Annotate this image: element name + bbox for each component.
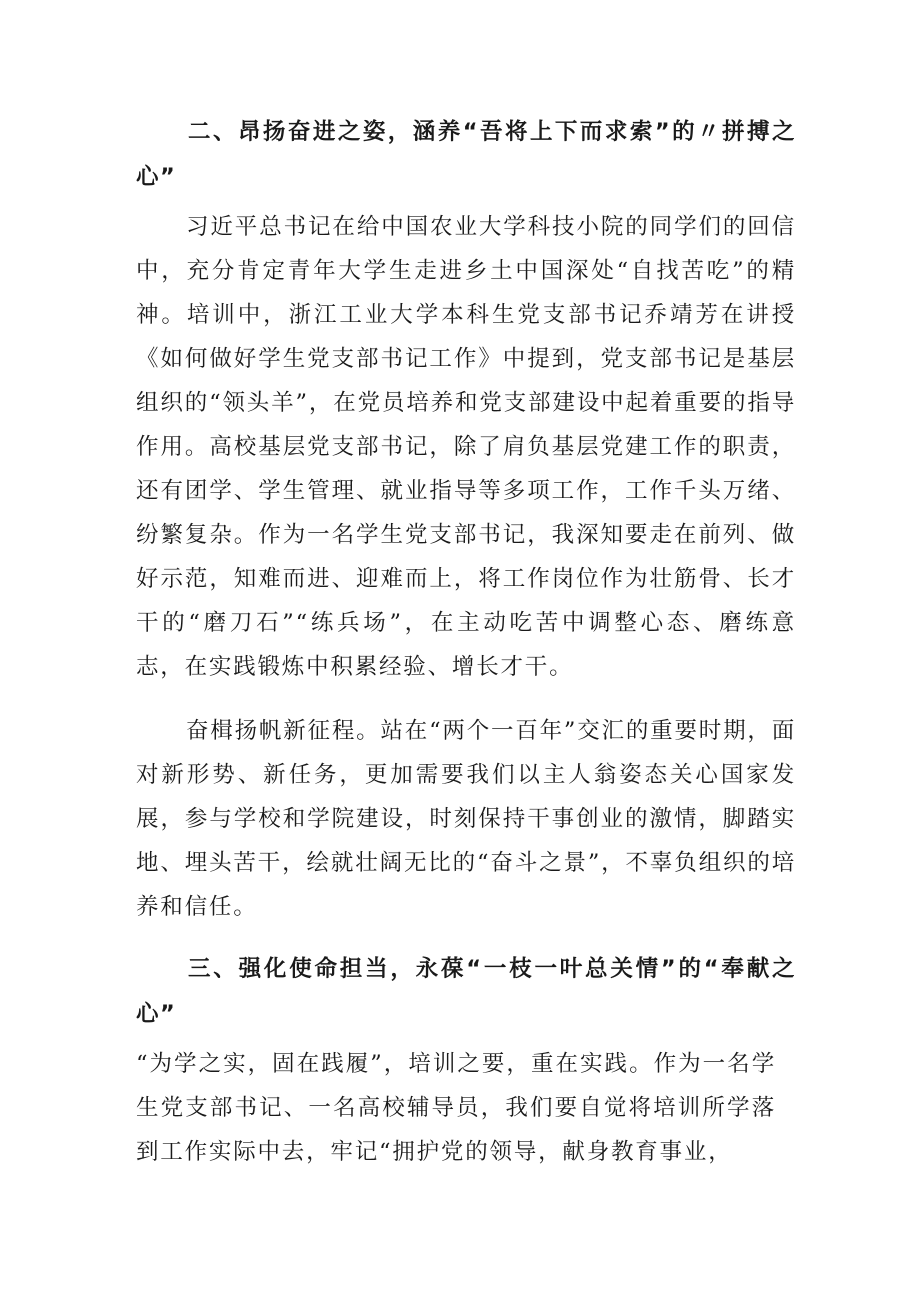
section-two-heading: 二、昂扬奋进之姿，涵养“吾将上下而求索”的〃拼搏之心” <box>136 119 796 190</box>
section-three-paragraph-1: “为学之实，固在践履”，培训之要，重在实践。作为一名学生党支部书记、一名高校辅导员，我们要自觉将培训所学落到工作实际中去，牢记“拥护党的领导，献身教育事业， <box>136 1051 776 1165</box>
section-three-heading: 三、强化使命担当，永葆“一枝一叶总关情”的“奉献之心” <box>136 956 796 1027</box>
document-page <box>136 110 796 1174</box>
section-two-paragraph-2: 奋楫扬帆新征程。站在“两个一百年”交汇的重要时期，面对新形势、新任务，更加需要我们以主人翁姿态关心国家发展，参与学校和学院建设，时刻保持干事创业的激情，脚踏实地、埋头苦干，绘就壮阔无比的“奋斗之景”，不辜负组织的培养和信任。 <box>136 718 796 920</box>
section-two-paragraph-1: 习近平总书记在给中国农业大学科技小院的同学们的回信中，充分肯定青年大学生走进乡土中国深处“自找苦吃”的精神。培训中，浙江工业大学本科生党支部书记乔靖芳在讲授《如何做好学生党支部书记工作》中提到，党支部书记是基层组织的“领头羊”，在党员培养和党支部建设中起着重要的指导作用。高校基层党支部书记，除了肩负基层党建工作的职责，还有团学、学生管理、就业指导等多项工作，工作千头万绪、纷繁复杂。作为一名学生党支部书记，我深知要走在前列、做好示范，知难而进、迎难而上，将工作岗位作为壮筋骨、长才干的“磨刀石”“练兵场”，在主动吃苦中调整心态、磨练意志，在实践锻炼中积累经验、增长才干。 <box>136 214 796 680</box>
